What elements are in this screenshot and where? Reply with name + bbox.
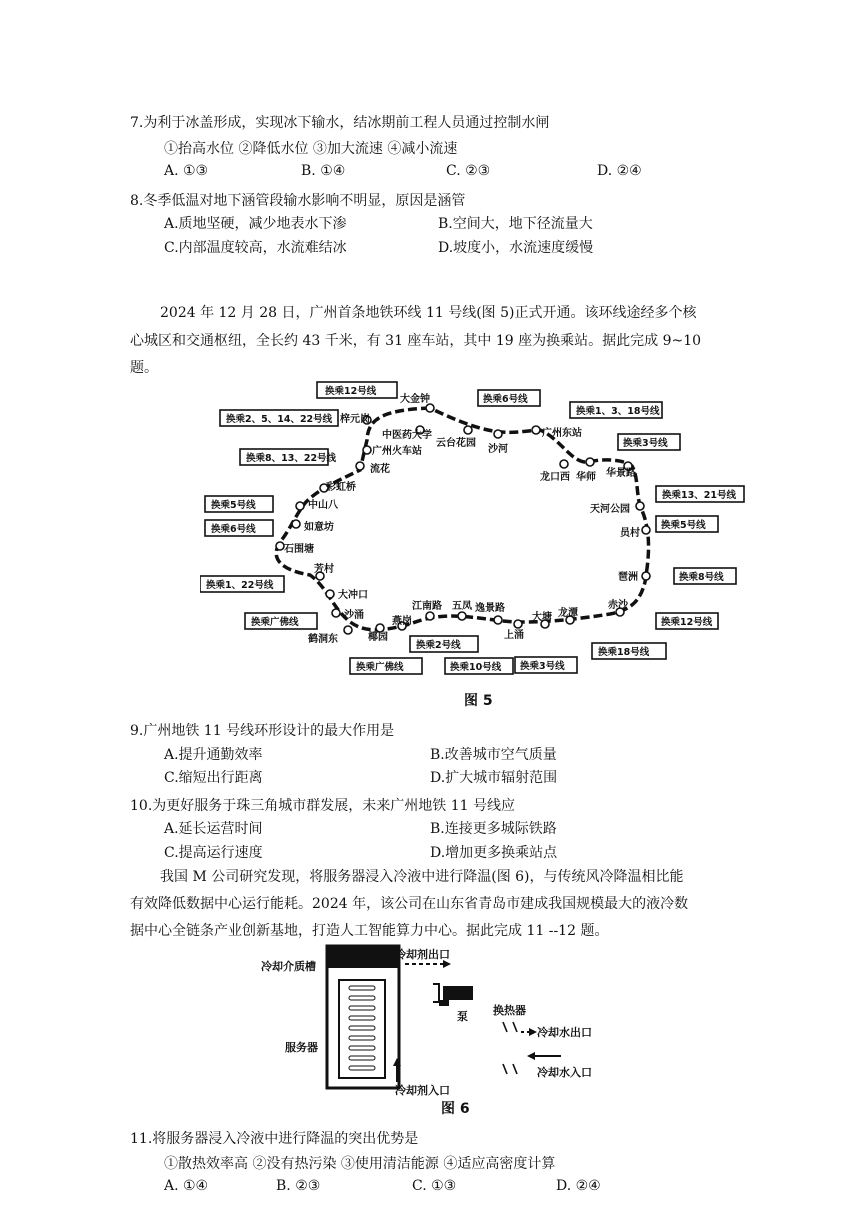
station-yeyuan [376,624,384,632]
q11-option-c: C. ①③ [412,1178,457,1194]
label-medium-tank: 冷却介质槽 [261,960,316,973]
label-water-inlet: 冷却水入口 [537,1066,592,1079]
label-longkouxi: 龙口西 [540,472,570,483]
q11-items: ①散热效率高 ②没有热污染 ③使用清洁能源 ④适应高密度计算 [164,1156,556,1172]
q8-stem: 8.冬季低温对地下涵管段输水影响不明显，原因是涵管 [130,193,466,209]
label-pump: 泵 [457,1010,468,1023]
label-heat-exchanger: 换热器 [493,1004,526,1017]
label-server: 服务器 [285,1041,318,1054]
q9-option-d: D.扩大城市辐射范围 [430,770,558,786]
label-dachongkou: 大冲口 [338,590,368,601]
label-coolant-inlet: 冷却剂入口 [395,1084,450,1096]
station-dachongkou [326,590,334,598]
q10-option-d: D.增加更多换乘站点 [430,845,558,861]
transfer-label: 换乘广佛线 [251,617,299,628]
tank-top-band [327,946,399,968]
label-shahe: 沙河 [488,444,508,455]
label-yuntai: 云台花园 [436,438,476,449]
transfer-label: 换乘13、21号线 [662,490,736,501]
q7-items: ①抬高水位 ②降低水位 ③加大流速 ④减小流速 [164,141,458,157]
station-shahe [494,430,502,438]
label-yuncun: 员村 [620,528,640,539]
q11-option-d: D. ②④ [556,1178,601,1194]
station-longkouxi [560,460,568,468]
q10-option-b: B.连接更多城际铁路 [430,821,557,837]
label-ruyifang: 如意坊 [304,522,334,533]
label-tcm: 中医药大学 [382,430,432,441]
passage2-line1: 我国 M 公司研究发现，将服务器浸入冷液中进行降温(图 6)，与传统风冷降温相比能 [160,869,684,885]
q9-option-c: C.缩短出行距离 [164,770,263,786]
label-liuhua: 流花 [370,464,390,475]
label-zhongshanba: 中山八 [308,500,338,511]
figure-5-metro-map [200,380,760,680]
q7-option-d: D. ②④ [597,163,642,179]
label-tianhe-park: 天河公园 [590,504,630,515]
station-zhongshanba [296,502,304,510]
passage1-line1: 2024 年 12 月 28 日，广州首条地铁环线 11 号线(图 5)正式开通。该环线途经多个核 [160,305,697,321]
q9-stem: 9.广州地铁 11 号线环形设计的最大作用是 [130,723,395,739]
transfer-label: 换乘5号线 [661,520,706,531]
station-ruyifang [292,520,300,528]
station-hedongdong [344,626,352,634]
transfer-label: 换乘6号线 [483,394,528,405]
label-huajinglu: 华景路 [606,468,636,479]
station-huashi [586,458,594,466]
label-caihongqiao: 彩虹桥 [326,482,356,493]
label-shiweitang: 石围塘 [284,544,314,555]
passage1-line2: 心城区和交通枢纽，全长约 43 千米，有 31 座车站，其中 19 座为换乘站。据此完成 9~10 [130,333,702,349]
q7-option-b: B. ①④ [301,163,346,179]
station-dajinzhong [426,404,434,412]
transfer-label: 换乘12号线 [325,386,377,397]
transfer-label: 换乘1、3、18号线 [576,406,660,417]
transfer-label: 换乘18号线 [598,647,650,658]
passage2-line3: 据中心全链条产业创新基地，打造人工智能算力中心。据此完成 11 --12 题。 [130,923,609,939]
q8-option-c: C.内部温度较高，水流难结冰 [164,240,347,256]
label-gz-railway: 广州火车站 [372,446,422,457]
transfer-label: 换乘8号线 [679,572,724,583]
label-datang: 大塘 [532,612,552,623]
transfer-label: 换乘广佛线 [356,662,404,673]
q10-stem: 10.为更好服务于珠三角城市群发展，未来广州地铁 11 号线应 [130,798,515,814]
transfer-label: 换乘10号线 [450,662,502,673]
label-hedongdong: 鹤洞东 [308,634,338,645]
transfer-label: 换乘2号线 [416,640,461,651]
q7-option-c: C. ②③ [446,163,491,179]
q7-option-a: A. ①③ [164,163,209,179]
q8-option-b: B.空间大，地下径流量大 [438,216,593,232]
passage1-line3: 题。 [130,360,158,376]
heat-exchanger-icon [503,1022,517,1074]
label-shangchong: 上涌 [504,630,524,641]
label-coolant-outlet: 冷却剂出口 [395,948,450,961]
station-guangzhou-railway [363,446,371,454]
figure-5-caption: 图 5 [464,693,493,709]
q11-option-b: B. ②③ [276,1178,321,1194]
label-yijinglu: 逸景路 [475,603,505,614]
q8-option-d: D.坡度小，水流速度缓慢 [438,240,594,256]
figure-6-cooling-diagram [255,938,615,1096]
station-shiweitang [276,542,284,550]
label-longtan: 龙潭 [558,608,578,619]
station-guangzhou-east [532,426,540,434]
q9-option-a: A.提升通勤效率 [164,747,263,763]
transfer-label: 换乘12号线 [661,617,713,628]
station-tianhe-park [636,502,644,510]
station-liuhua [356,462,364,470]
station-yijinglu [494,616,502,624]
station-wufeng [458,612,466,620]
q9-option-b: B.改善城市空气质量 [430,747,557,763]
label-dajinzhong: 大金钟 [400,394,430,405]
station-shachong [332,609,340,617]
pump-icon [433,984,473,1006]
figure-6-caption: 图 6 [441,1101,470,1117]
q8-option-a: A.质地坚硬，减少地表水下渗 [164,216,347,232]
transfer-label: 换乘1、22号线 [206,580,274,591]
q11-option-a: A. ①④ [164,1178,209,1194]
transfer-label: 换乘2、5、14、22号线 [226,414,333,425]
transfer-label: 换乘8、13、22号线 [246,453,337,464]
transfer-label: 换乘5号线 [211,500,256,511]
q7-stem: 7.为利于冰盖形成，实现冰下输水，结冰期前工程人员通过控制水闸 [130,115,550,131]
server-stack [349,986,375,1070]
label-yeyuan: 椰园 [368,632,388,643]
label-jiangnanlu: 江南路 [412,601,442,612]
label-shachong: 沙涌 [344,610,364,621]
label-wufeng: 五凤 [452,601,472,612]
label-ziyuangang: 梓元岗 [340,414,370,425]
q10-option-a: A.延长运营时间 [164,821,263,837]
station-yuncun [642,526,650,534]
transfer-label: 换乘3号线 [623,438,668,449]
transfer-label: 换乘6号线 [211,524,256,535]
label-chisha: 赤沙 [608,600,628,611]
label-gz-east: 广州东站 [542,428,582,439]
label-water-outlet: 冷却水出口 [537,1026,592,1039]
station-yuntai-garden [464,426,472,434]
label-yangang: 燕岗 [392,616,412,627]
station-shangchong [514,620,522,628]
transfer-label: 换乘3号线 [520,661,565,672]
station-pazhou [642,572,650,580]
label-huashi: 华师 [576,472,596,483]
passage2-line2: 有效降低数据中心运行能耗。2024 年，该公司在山东省青岛市建成我国规模最大的液冷数 [130,896,689,912]
q10-option-c: C.提高运行速度 [164,845,263,861]
station-jiangnanlu [426,612,434,620]
q11-stem: 11.将服务器浸入冷液中进行降温的突出优势是 [130,1131,419,1147]
label-pazhou: 琶洲 [618,572,638,583]
label-fangcun: 芳村 [314,564,334,575]
